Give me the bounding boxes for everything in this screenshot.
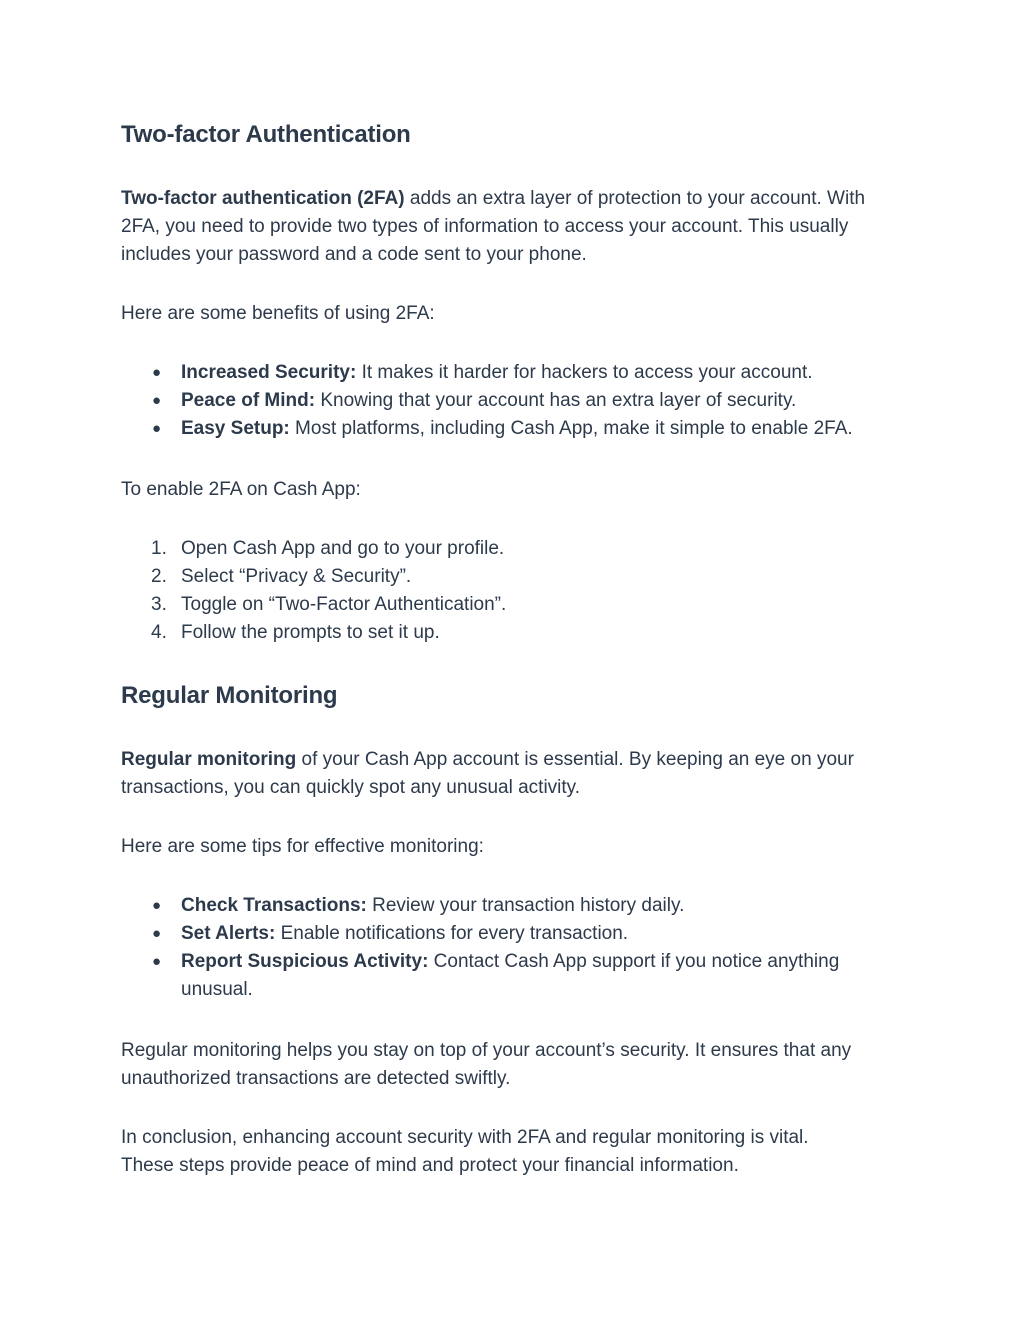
monitoring-intro-line-1 bbox=[121, 746, 911, 774]
bullet-icon: ● bbox=[152, 897, 162, 914]
list-item bbox=[121, 591, 911, 619]
section-heading-monitoring bbox=[121, 681, 911, 711]
list-item-text: Knowing that your account has an extra layer of security. bbox=[315, 390, 797, 411]
intro-line-1-text: adds an extra layer of protection to your account. With bbox=[404, 188, 866, 209]
list-item bbox=[121, 948, 911, 1004]
tips-bullet-list bbox=[121, 892, 911, 1004]
list-item bbox=[121, 619, 911, 647]
list-item-bold: Report Suspicious Activity: bbox=[181, 951, 429, 972]
list-item-text: Review your transaction history daily. bbox=[366, 895, 685, 916]
list-item bbox=[121, 359, 911, 387]
bullet-icon: ● bbox=[152, 953, 162, 970]
intro-line-3: includes your password and a code sent to your phone. bbox=[121, 244, 587, 265]
benefits-lead-text: Here are some benefits of using 2FA: bbox=[121, 303, 435, 324]
tips-lead-text: Here are some tips for effective monitoring: bbox=[121, 836, 484, 857]
list-item-text: Most platforms, including Cash App, make it simple to enable 2FA. bbox=[289, 418, 853, 439]
steps-lead-text: To enable 2FA on Cash App: bbox=[121, 479, 361, 500]
list-item-text: Enable notifications for every transaction. bbox=[275, 923, 629, 944]
step-number: 2. bbox=[151, 566, 167, 587]
list-item-bold: Peace of Mind: bbox=[181, 390, 316, 411]
summary-line-2: unauthorized transactions are detected swiftly. bbox=[121, 1068, 511, 1089]
tips-list bbox=[121, 892, 911, 1004]
benefits-bullet-list bbox=[121, 359, 911, 443]
conclusion-line-1: In conclusion, enhancing account security with 2FA and regular monitoring is vital. bbox=[121, 1127, 809, 1148]
list-item-text: Contact Cash App support if you notice anything bbox=[428, 951, 840, 972]
list-item-text: Toggle on “Two-Factor Authentication”. bbox=[181, 594, 507, 615]
list-item bbox=[121, 535, 911, 563]
step-number: 1. bbox=[151, 538, 167, 559]
steps-lead bbox=[121, 476, 911, 504]
list-item-bold: Set Alerts: bbox=[181, 923, 276, 944]
steps-list bbox=[121, 535, 911, 647]
list-item bbox=[121, 563, 911, 591]
section-heading-2fa bbox=[121, 120, 911, 150]
steps-numbered-list bbox=[121, 535, 911, 647]
list-item-bold: Increased Security: bbox=[181, 362, 357, 383]
list-item bbox=[121, 415, 911, 443]
bullet-icon: ● bbox=[152, 392, 162, 409]
list-item-text-continued: unusual. bbox=[181, 979, 253, 1000]
heading-regular-monitoring: Regular Monitoring bbox=[121, 682, 338, 709]
benefits-list bbox=[121, 359, 911, 443]
benefits-lead bbox=[121, 300, 911, 328]
list-item bbox=[121, 387, 911, 415]
list-item-bold: Check Transactions: bbox=[181, 895, 367, 916]
heading-two-factor: Two-factor Authentication bbox=[121, 121, 411, 148]
bullet-icon: ● bbox=[152, 925, 162, 942]
step-number: 4. bbox=[151, 622, 167, 643]
bullet-icon: ● bbox=[152, 364, 162, 381]
intro-line-1 bbox=[121, 185, 911, 213]
conclusion-line-2: These steps provide peace of mind and protect your financial information. bbox=[121, 1155, 739, 1176]
bullet-icon: ● bbox=[152, 420, 162, 437]
list-item-text: Open Cash App and go to your profile. bbox=[181, 538, 505, 559]
tips-lead bbox=[121, 833, 911, 861]
list-item-text: It makes it harder for hackers to access your account. bbox=[356, 362, 813, 383]
list-item-bold: Easy Setup: bbox=[181, 418, 290, 439]
list-item-text: Select “Privacy & Security”. bbox=[181, 566, 412, 587]
list-item-text: Follow the prompts to set it up. bbox=[181, 622, 440, 643]
intro-paragraph-monitoring bbox=[121, 746, 911, 802]
monitoring-intro-line-1-text: of your Cash App account is essential. By keeping an eye on your bbox=[296, 749, 854, 770]
list-item bbox=[121, 892, 911, 920]
intro-line-2: 2FA, you need to provide two types of information to access your account. This usually bbox=[121, 216, 849, 237]
step-number: 3. bbox=[151, 594, 167, 615]
monitoring-summary-paragraph bbox=[121, 1037, 911, 1093]
intro-bold-term: Two-factor authentication (2FA) bbox=[121, 188, 405, 209]
intro-paragraph-2fa bbox=[121, 185, 911, 269]
monitoring-intro-line-2: transactions, you can quickly spot any unusual activity. bbox=[121, 777, 581, 798]
summary-line-1: Regular monitoring helps you stay on top of your account’s security. It ensures that any bbox=[121, 1040, 852, 1061]
conclusion-paragraph bbox=[121, 1124, 911, 1180]
monitoring-bold-term: Regular monitoring bbox=[121, 749, 297, 770]
list-item bbox=[121, 920, 911, 948]
